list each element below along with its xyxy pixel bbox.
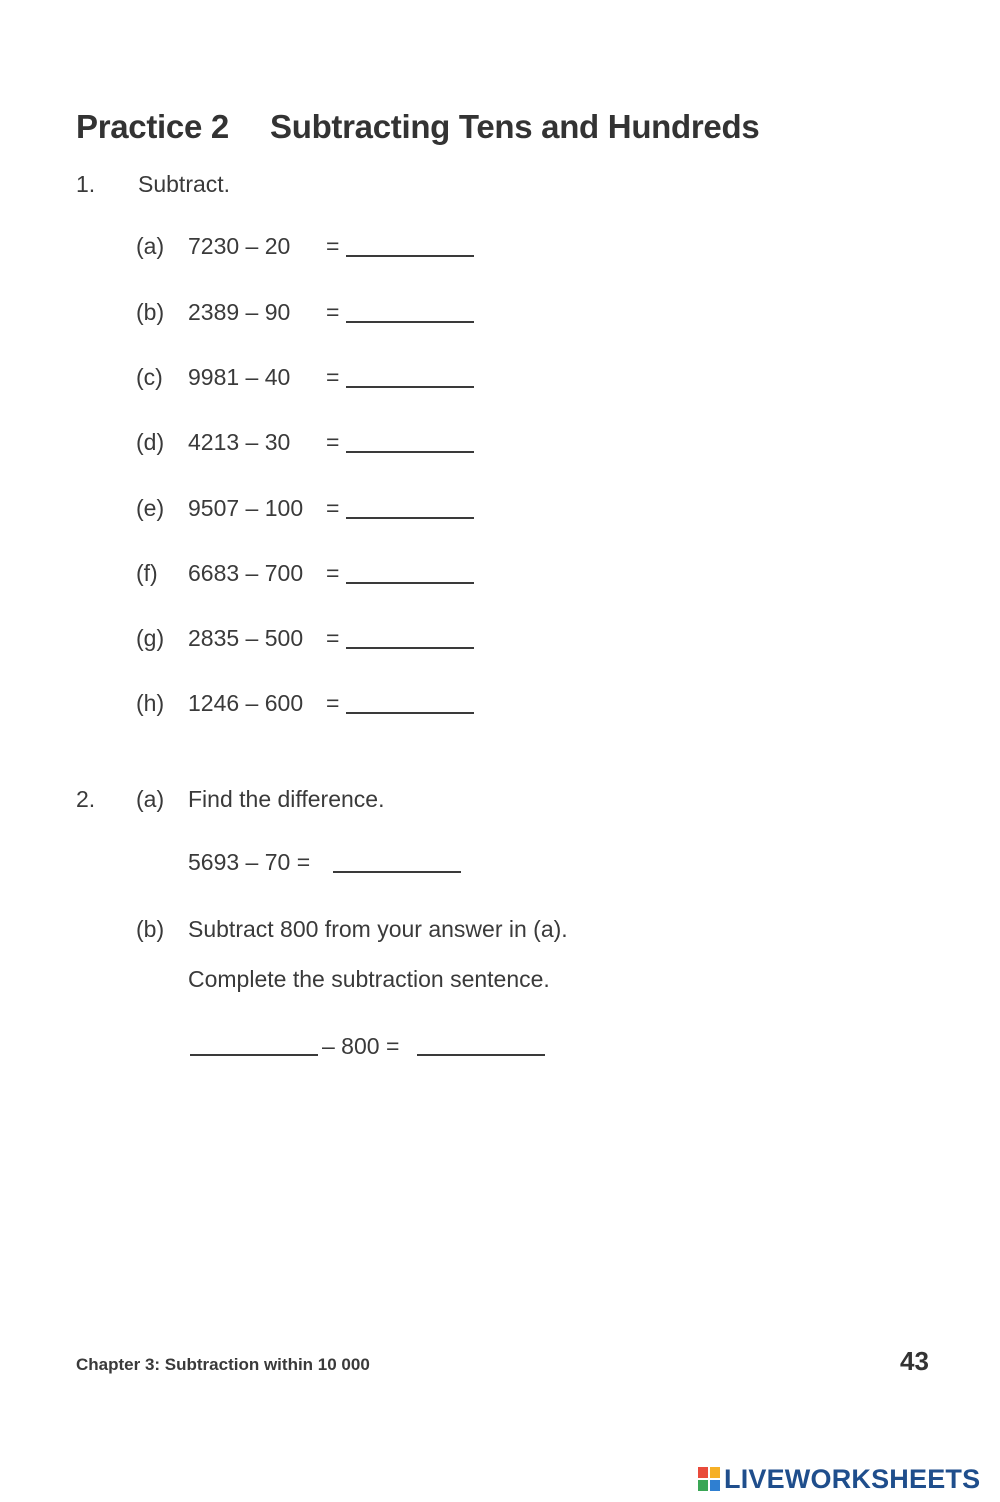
page-title bbox=[76, 108, 759, 146]
item-expression: 9507 – 100 bbox=[188, 495, 304, 521]
item-label: (c) bbox=[136, 364, 163, 390]
chapter-footer: Chapter 3: Subtraction within 10 000 bbox=[76, 1355, 370, 1374]
answer-blank-h[interactable] bbox=[346, 712, 474, 714]
page-number: 43 bbox=[900, 1346, 929, 1376]
item-expression: 2835 – 500 bbox=[188, 625, 304, 651]
answer-blank-f[interactable] bbox=[346, 582, 474, 584]
answer-blank-2b-first[interactable] bbox=[190, 1054, 318, 1056]
item-label: (e) bbox=[136, 495, 165, 521]
answer-blank-a[interactable] bbox=[346, 255, 474, 257]
practice-number: Practice 2 bbox=[76, 108, 229, 145]
question-1-number: 1. bbox=[76, 171, 96, 197]
answer-blank-d[interactable] bbox=[346, 451, 474, 453]
answer-blank-2b-second[interactable] bbox=[417, 1054, 545, 1056]
answer-blank-e[interactable] bbox=[346, 517, 474, 519]
equals-sign: = bbox=[326, 233, 340, 259]
item-expression: 9981 – 40 bbox=[188, 364, 291, 390]
q2b-instruction-2: Complete the subtraction sentence. bbox=[188, 966, 550, 992]
liveworksheets-logo bbox=[698, 1463, 980, 1495]
answer-blank-c[interactable] bbox=[346, 386, 474, 388]
q2a-label: (a) bbox=[136, 786, 165, 812]
equals-sign: = bbox=[326, 625, 340, 651]
item-label: (g) bbox=[136, 625, 165, 651]
question-1-instruction: Subtract. bbox=[138, 171, 231, 197]
item-label: (d) bbox=[136, 429, 165, 455]
q2b-expression: – 800 = bbox=[322, 1033, 400, 1059]
q2b-instruction: Subtract 800 from your answer in (a). bbox=[188, 916, 568, 942]
item-expression: 6683 – 700 bbox=[188, 560, 304, 586]
item-expression: 2389 – 90 bbox=[188, 299, 291, 325]
answer-blank-2a[interactable] bbox=[333, 871, 461, 873]
brand-text: LIVEWORKSHEETS bbox=[724, 1463, 981, 1494]
equals-sign: = bbox=[326, 495, 340, 521]
brand-squares-icon bbox=[698, 1467, 720, 1491]
q2a-expression: 5693 – 70 = bbox=[188, 849, 311, 875]
equals-sign: = bbox=[326, 429, 340, 455]
item-label: (h) bbox=[136, 690, 165, 716]
equals-sign: = bbox=[326, 690, 340, 716]
item-label: (b) bbox=[136, 299, 165, 325]
q2b-label: (b) bbox=[136, 916, 165, 942]
item-expression: 7230 – 20 bbox=[188, 233, 291, 259]
q2a-instruction: Find the difference. bbox=[188, 786, 385, 812]
equals-sign: = bbox=[326, 364, 340, 390]
question-2-number: 2. bbox=[76, 786, 96, 812]
equals-sign: = bbox=[326, 299, 340, 325]
item-label: (a) bbox=[136, 233, 165, 259]
answer-blank-g[interactable] bbox=[346, 647, 474, 649]
practice-title: Subtracting Tens and Hundreds bbox=[270, 108, 760, 145]
item-label: (f) bbox=[136, 560, 158, 586]
answer-blank-b[interactable] bbox=[346, 321, 474, 323]
equals-sign: = bbox=[326, 560, 340, 586]
item-expression: 1246 – 600 bbox=[188, 690, 304, 716]
item-expression: 4213 – 30 bbox=[188, 429, 291, 455]
